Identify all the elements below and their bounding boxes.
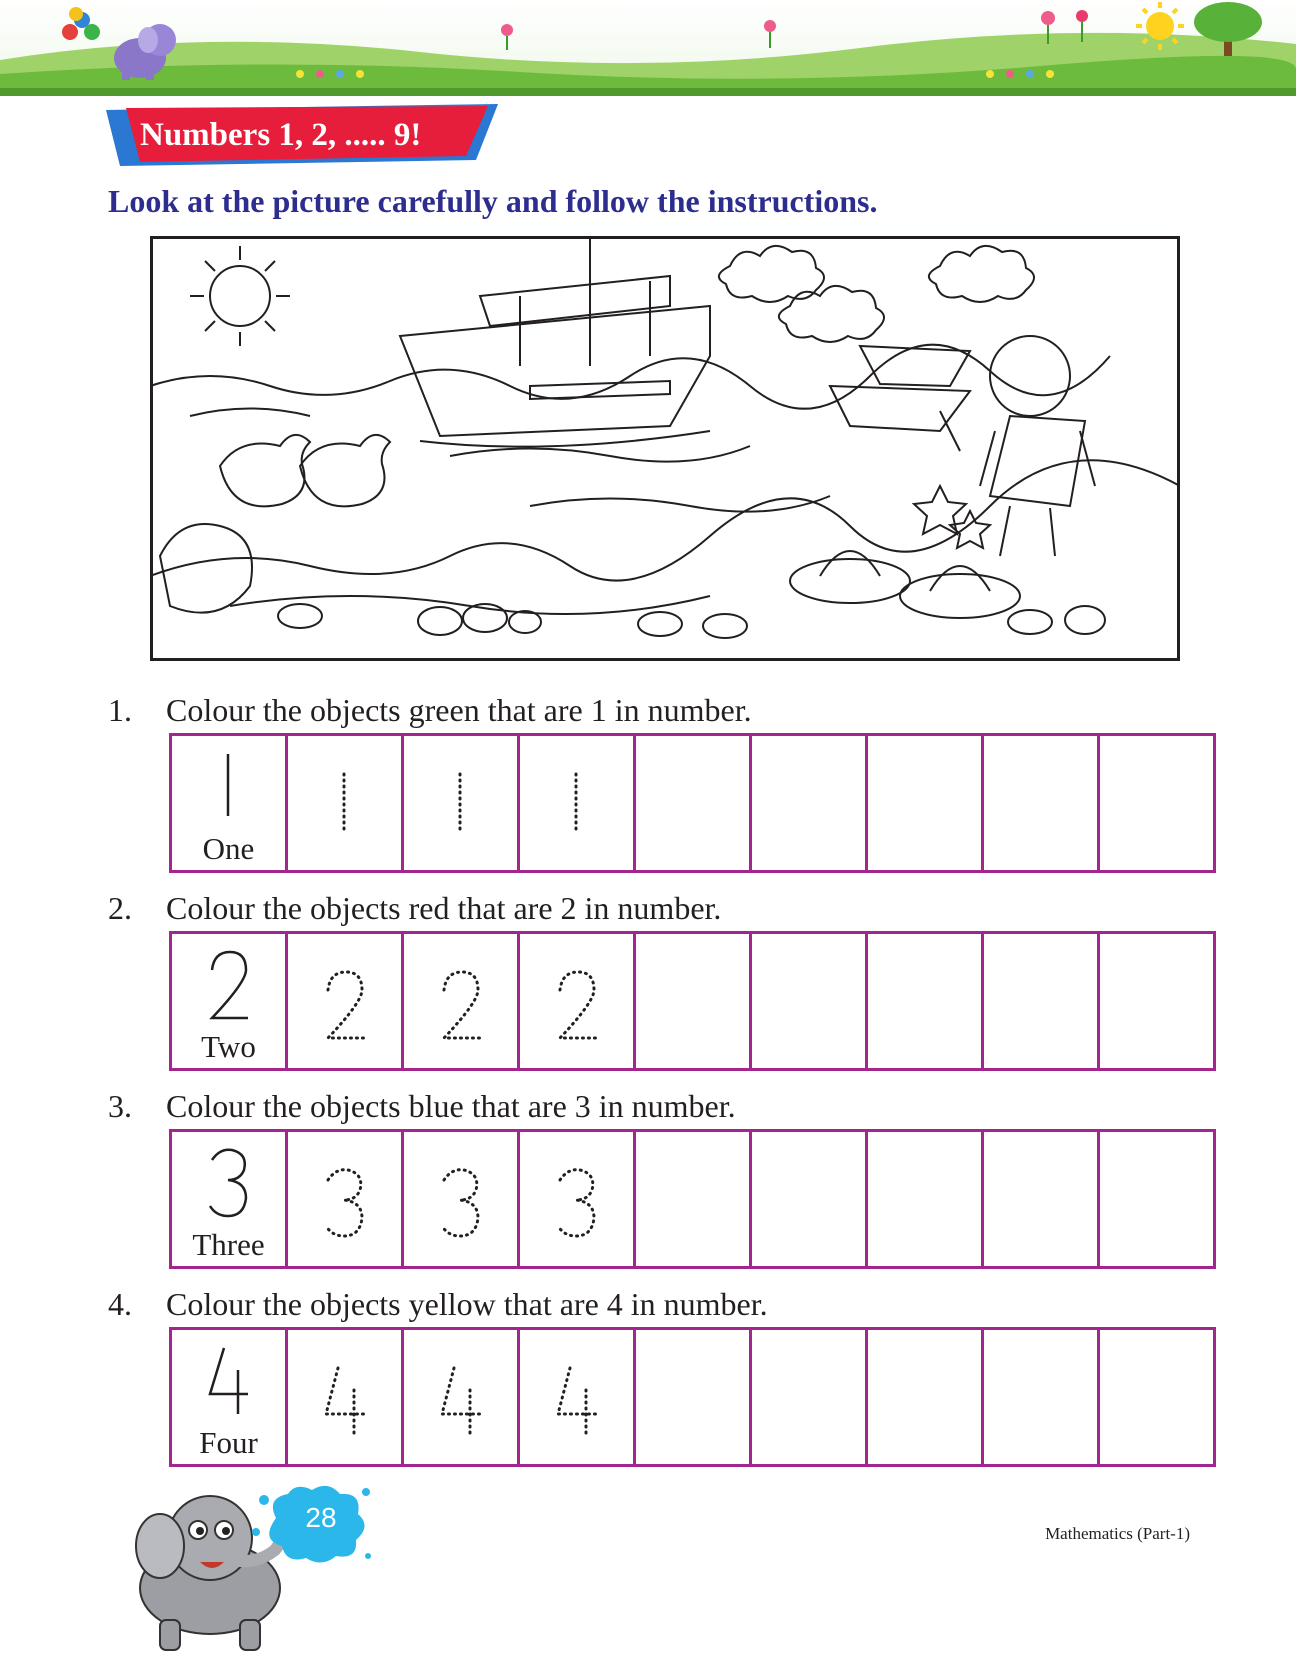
dotted-two-glyph <box>404 934 517 1068</box>
question-text: Colour the objects green that are 1 in number. <box>166 692 752 728</box>
question-text: Colour the objects yellow that are 4 in number. <box>166 1286 768 1322</box>
empty-writing-cell[interactable] <box>1099 933 1215 1070</box>
empty-writing-cell[interactable] <box>751 1131 867 1268</box>
question-number: 2. <box>108 890 132 926</box>
trace-cell[interactable] <box>403 1131 519 1268</box>
tracing-grid <box>169 1327 1216 1467</box>
trace-cell[interactable] <box>287 1329 403 1466</box>
page-title: Numbers 1, 2, ..... 9! <box>140 117 422 153</box>
empty-writing-cell[interactable] <box>983 1329 1099 1466</box>
dotted-three-glyph <box>404 1132 517 1266</box>
model-digit-cell <box>171 735 287 872</box>
empty-writing-cell[interactable] <box>635 1329 751 1466</box>
empty-writing-cell[interactable] <box>1099 735 1215 872</box>
tracing-grid <box>169 733 1216 873</box>
trace-cell[interactable] <box>519 1131 635 1268</box>
empty-writing-cell[interactable] <box>983 933 1099 1070</box>
number-word: Four <box>199 1425 258 1460</box>
empty-writing-cell[interactable] <box>867 1131 983 1268</box>
instruction-heading: Look at the picture carefully and follow the instructions. <box>108 183 878 219</box>
dotted-one-glyph <box>520 736 633 870</box>
empty-writing-cell[interactable] <box>867 933 983 1070</box>
page-number: 28 <box>305 1502 337 1533</box>
empty-writing-cell[interactable] <box>867 735 983 872</box>
tracing-grid <box>169 1129 1216 1269</box>
trace-cell[interactable] <box>519 1329 635 1466</box>
trace-cell[interactable] <box>519 735 635 872</box>
trace-cell[interactable] <box>519 933 635 1070</box>
empty-writing-cell[interactable] <box>1099 1131 1215 1268</box>
trace-cell[interactable] <box>287 933 403 1070</box>
trace-cell[interactable] <box>403 933 519 1070</box>
empty-writing-cell[interactable] <box>867 1329 983 1466</box>
dotted-three-glyph <box>520 1132 633 1266</box>
empty-writing-cell[interactable] <box>635 735 751 872</box>
dotted-four-glyph <box>288 1330 401 1464</box>
trace-cell[interactable] <box>287 735 403 872</box>
dotted-three-glyph <box>288 1132 401 1266</box>
question-text: Colour the objects blue that are 3 in number. <box>166 1088 736 1124</box>
tracing-grid <box>169 931 1216 1071</box>
empty-writing-cell[interactable] <box>751 1329 867 1466</box>
dotted-one-glyph <box>288 736 401 870</box>
empty-writing-cell[interactable] <box>751 933 867 1070</box>
trace-cell[interactable] <box>287 1131 403 1268</box>
beach-scene-illustration <box>150 236 1180 661</box>
empty-writing-cell[interactable] <box>635 1131 751 1268</box>
dotted-two-glyph <box>288 934 401 1068</box>
model-digit-cell <box>171 933 287 1070</box>
meadow-banner <box>0 0 1296 96</box>
empty-writing-cell[interactable] <box>983 1131 1099 1268</box>
trace-cell[interactable] <box>403 1329 519 1466</box>
empty-writing-cell[interactable] <box>751 735 867 872</box>
empty-writing-cell[interactable] <box>635 933 751 1070</box>
number-word: Two <box>201 1029 256 1064</box>
dotted-two-glyph <box>520 934 633 1068</box>
question-number: 3. <box>108 1088 132 1124</box>
number-word: Three <box>192 1227 265 1262</box>
empty-writing-cell[interactable] <box>1099 1329 1215 1466</box>
question-number: 1. <box>108 692 132 728</box>
number-word: One <box>202 831 255 866</box>
model-digit-cell <box>171 1329 287 1466</box>
dotted-four-glyph <box>520 1330 633 1464</box>
dotted-four-glyph <box>404 1330 517 1464</box>
trace-cell[interactable] <box>403 735 519 872</box>
question-number: 4. <box>108 1286 132 1322</box>
book-title: Mathematics (Part-1) <box>1045 1524 1190 1543</box>
question-text: Colour the objects red that are 2 in number. <box>166 890 722 926</box>
empty-writing-cell[interactable] <box>983 735 1099 872</box>
dotted-one-glyph <box>404 736 517 870</box>
model-digit-cell <box>171 1131 287 1268</box>
